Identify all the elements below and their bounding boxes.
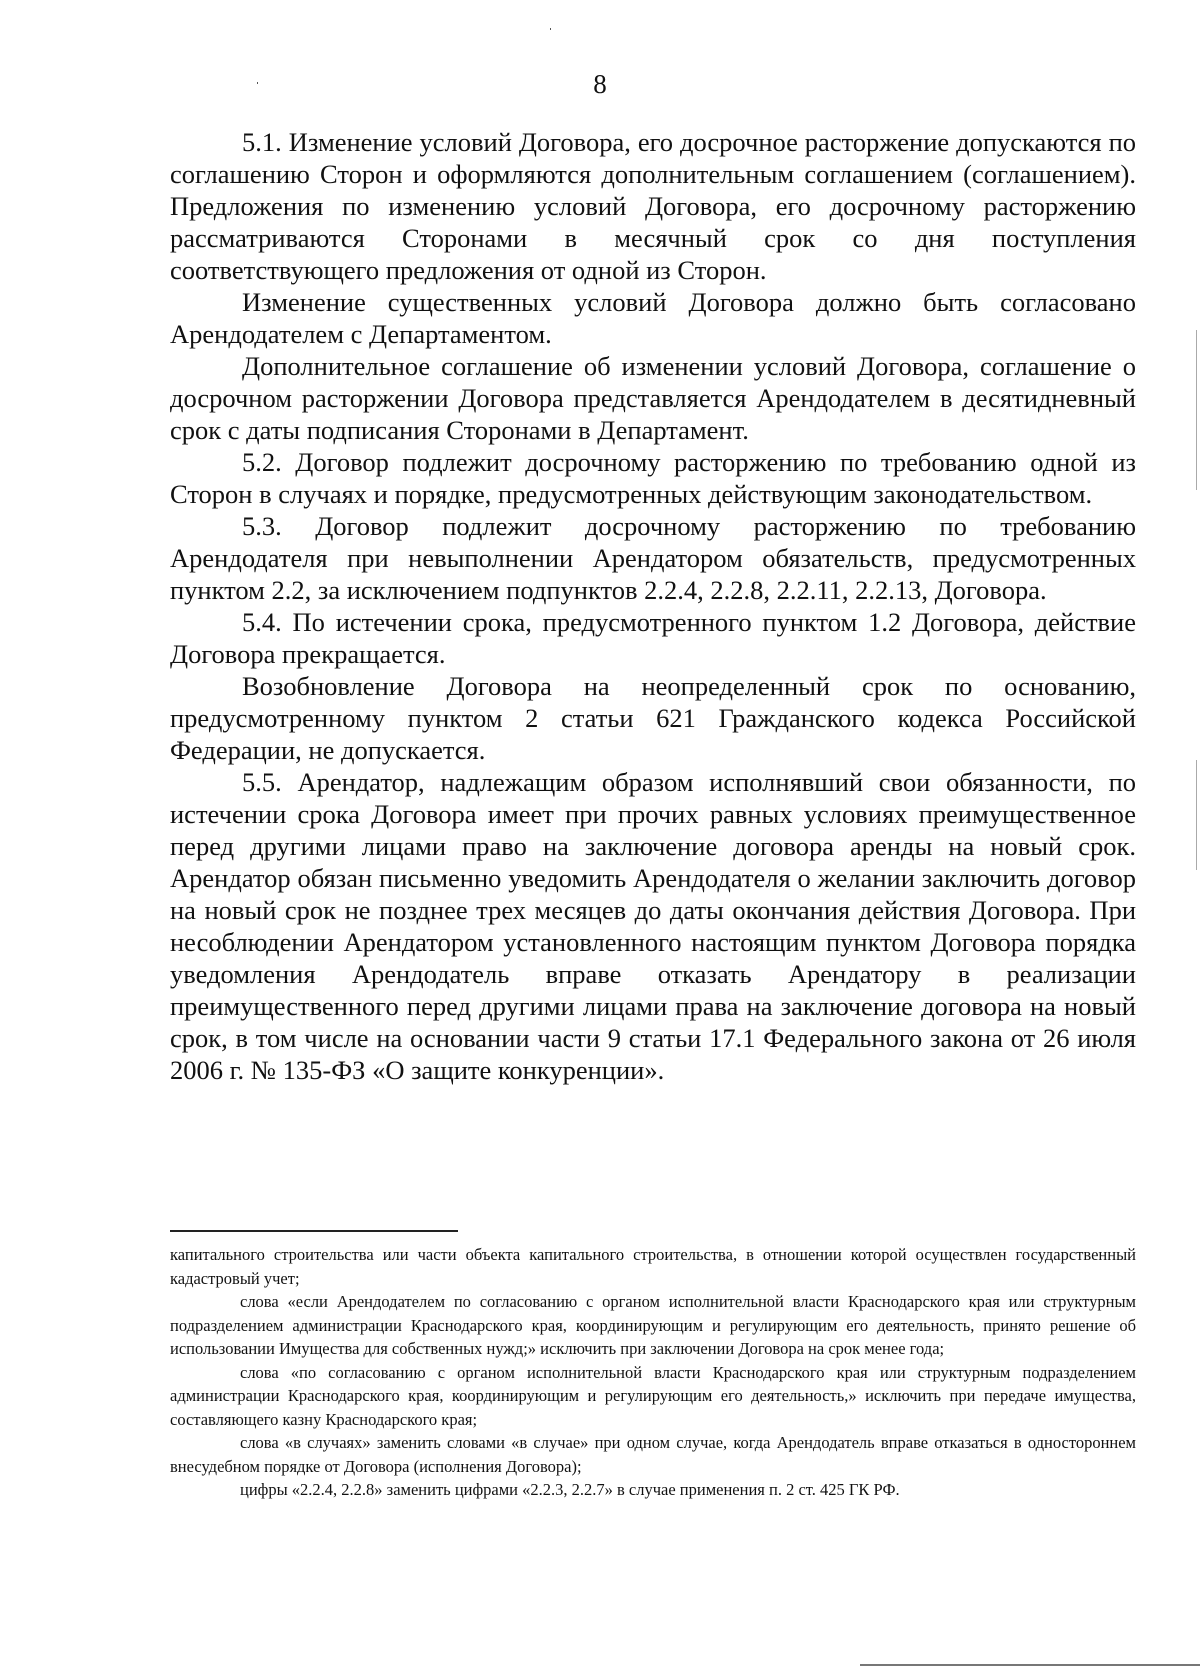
paragraph-5-5: 5.5. Арендатор, надлежащим образом исполнявший свои обязанности, по истечении срока Договора имеет при прочих равных условиях преимущественное перед другими лицами право на заключение договора аренды на новый срок. Арендатор обязан письменно уведомить Арендодателя о желании заключить договор на новый срок не позднее трех месяцев до даты окончания действия Договора. При несоблюдении Арендатором установленного настоящим пунктом Договора порядка уведомления Арендодатель вправе отказать Арендатору в реализации преимущественного перед другими лицами права на заключение договора на новый срок, в том числе на основании части 9 статьи 17.1 Федерального закона от 26 июля 2006 г. № 135-ФЗ «О защите конкуренции». [170, 767, 1136, 1085]
footnote-item: слова «в случаях» заменить словами «в случае» при одном случае, когда Арендодатель вправе отказаться в одностороннем внесудебном порядке от Договора (исполнения Договора); [170, 1433, 1136, 1476]
footnotes [170, 1243, 1136, 1502]
scan-mark [860, 1664, 1200, 1666]
paragraph-5-2: 5.2. Договор подлежит досрочному расторжению по требованию одной из Сторон в случаях и порядке, предусмотренных действующим законодательством. [170, 447, 1136, 509]
page-number: 8 [593, 69, 607, 99]
footnote-item: слова «по согласованию с органом исполнительной власти Краснодарского края или структурным подразделением администрации Краснодарского края, координирующим и регулирующим его деятельность,» исключить при передаче имущества, составляющего казну Краснодарского края; [170, 1362, 1136, 1429]
scan-mark [257, 82, 258, 84]
scan-mark [1196, 760, 1197, 870]
footnote-item: цифры «2.2.4, 2.2.8» заменить цифрами «2.2.3, 2.2.7» в случае применения п. 2 ст. 425 ГК РФ. [240, 1480, 900, 1499]
paragraph-5-1-additional-agreement: Дополнительное соглашение об изменении условий Договора, соглашение о досрочном расторжении Договора представляется Арендодателем в десятидневный срок с даты подписания Сторонами в Департамент. [170, 351, 1136, 445]
paragraph-5-4: 5.4. По истечении срока, предусмотренного пунктом 1.2 Договора, действие Договора прекращается. [170, 607, 1136, 669]
scan-mark [550, 28, 551, 30]
footnote-continuation: капитального строительства или части объекта капитального строительства, в отношении которой осуществлен государственный кадастровый учет; [170, 1245, 1136, 1288]
footnote-separator [170, 1230, 458, 1232]
paragraph-5-4-renewal: Возобновление Договора на неопределенный срок по основанию, предусмотренному пунктом 2 статьи 621 Гражданского кодекса Российской Федерации, не допускается. [170, 671, 1136, 765]
paragraph-5-1-changes: Изменение существенных условий Договора должно быть согласовано Арендодателем с Департаментом. [170, 287, 1136, 349]
main-text [170, 126, 1136, 1086]
footnote-item: слова «если Арендодателем по согласованию с органом исполнительной власти Краснодарского края или структурным подразделением администрации Краснодарского края, координирующим и регулирующим его деятельность, принято решение об использовании Имущества для собственных нужд;» исключить при заключении Договора на срок менее года; [170, 1292, 1136, 1358]
scan-mark [1196, 330, 1197, 490]
paragraph-5-1: 5.1. Изменение условий Договора, его досрочное расторжение допускаются по соглашению Сторон и оформляются дополнительным соглашением (соглашением). Предложения по изменению условий Договора, его досрочному расторжению рассматриваются Сторонами в месячный срок со дня поступления соответствующего предложения от одной из Сторон. [170, 127, 1136, 285]
paragraph-5-3: 5.3. Договор подлежит досрочному расторжению по требованию Арендодателя при невыполнении Арендатором обязательств, предусмотренных пунктом 2.2, за исключением подпунктов 2.2.4, 2.2.8, 2.2.11, 2.2.13, Договора. [170, 511, 1136, 605]
